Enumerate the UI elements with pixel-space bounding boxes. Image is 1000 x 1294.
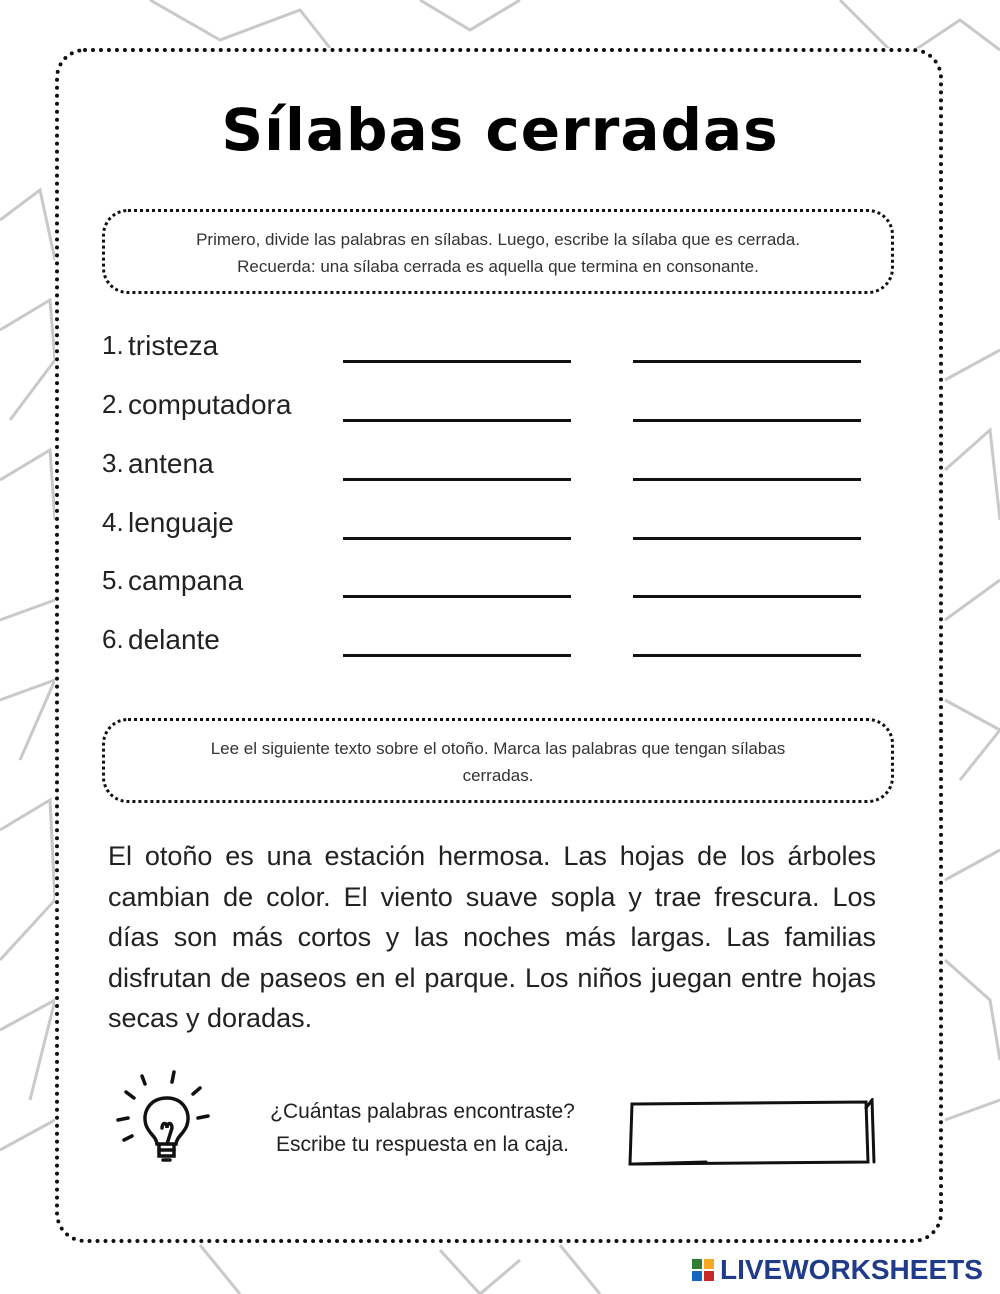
instruction-line: Recuerda: una sílaba cerrada es aquella que termina en consonante. xyxy=(237,257,759,276)
word-row-1 xyxy=(102,330,872,370)
page-title: Sílabas cerradas xyxy=(221,96,779,164)
syllables-answer-line[interactable] xyxy=(343,419,571,422)
instruction-line: cerradas. xyxy=(462,766,534,785)
closed-syllable-answer-line[interactable] xyxy=(633,360,861,363)
word-text: tristeza xyxy=(128,330,219,361)
syllables-answer-line[interactable] xyxy=(343,537,571,540)
word-text: antena xyxy=(128,448,214,479)
closed-syllable-answer-line[interactable] xyxy=(633,419,861,422)
reading-paragraph[interactable]: El otoño es una estación hermosa. Las hojas de los árboles cambian de color. El viento suave sopla y trae frescura. Los días son más cortos y las noches más largas. Las familias disfrutan de paseos en el parque. Los niños juegan entre hojas secas y doradas. xyxy=(108,841,876,1034)
answer-box[interactable] xyxy=(626,1098,880,1168)
question-line: ¿Cuántas palabras encontraste? xyxy=(270,1100,575,1123)
syllables-answer-line[interactable] xyxy=(343,360,571,363)
lightbulb-icon xyxy=(112,1070,218,1176)
word-number: 1. xyxy=(102,330,124,360)
instruction-line: Lee el siguiente texto sobre el otoño. Marca las palabras que tengan sílabas xyxy=(210,739,786,758)
syllables-answer-line[interactable] xyxy=(343,595,571,598)
word-row-3 xyxy=(102,448,872,488)
word-text: lenguaje xyxy=(128,507,234,538)
closed-syllable-answer-line[interactable] xyxy=(633,595,861,598)
word-number: 2. xyxy=(102,389,124,419)
instructions-box-2 xyxy=(102,718,894,803)
logo-wordmark xyxy=(690,1253,992,1287)
word-number: 6. xyxy=(102,624,124,654)
word-row-4 xyxy=(102,507,872,547)
word-text: delante xyxy=(128,624,220,655)
word-text: campana xyxy=(128,565,244,596)
closed-syllable-answer-line[interactable] xyxy=(633,537,861,540)
closed-syllable-answer-line[interactable] xyxy=(633,654,861,657)
logo-text: LIVEWORKSHEETS xyxy=(720,1254,983,1285)
word-row-5 xyxy=(102,565,872,605)
question-text xyxy=(225,1095,620,1161)
instructions-box-1 xyxy=(102,209,894,294)
word-number: 4. xyxy=(102,507,124,537)
word-number: 5. xyxy=(102,565,124,595)
question-line: Escribe tu respuesta en la caja. xyxy=(276,1133,569,1156)
instruction-line: Primero, divide las palabras en sílabas. Luego, escribe la sílaba que es cerrada. xyxy=(196,230,800,249)
word-number: 3. xyxy=(102,448,124,478)
syllables-answer-line[interactable] xyxy=(343,654,571,657)
word-row-2 xyxy=(102,389,872,429)
word-row-6 xyxy=(102,624,872,664)
closed-syllable-answer-line[interactable] xyxy=(633,478,861,481)
syllables-answer-line[interactable] xyxy=(343,478,571,481)
word-text: computadora xyxy=(128,389,292,420)
